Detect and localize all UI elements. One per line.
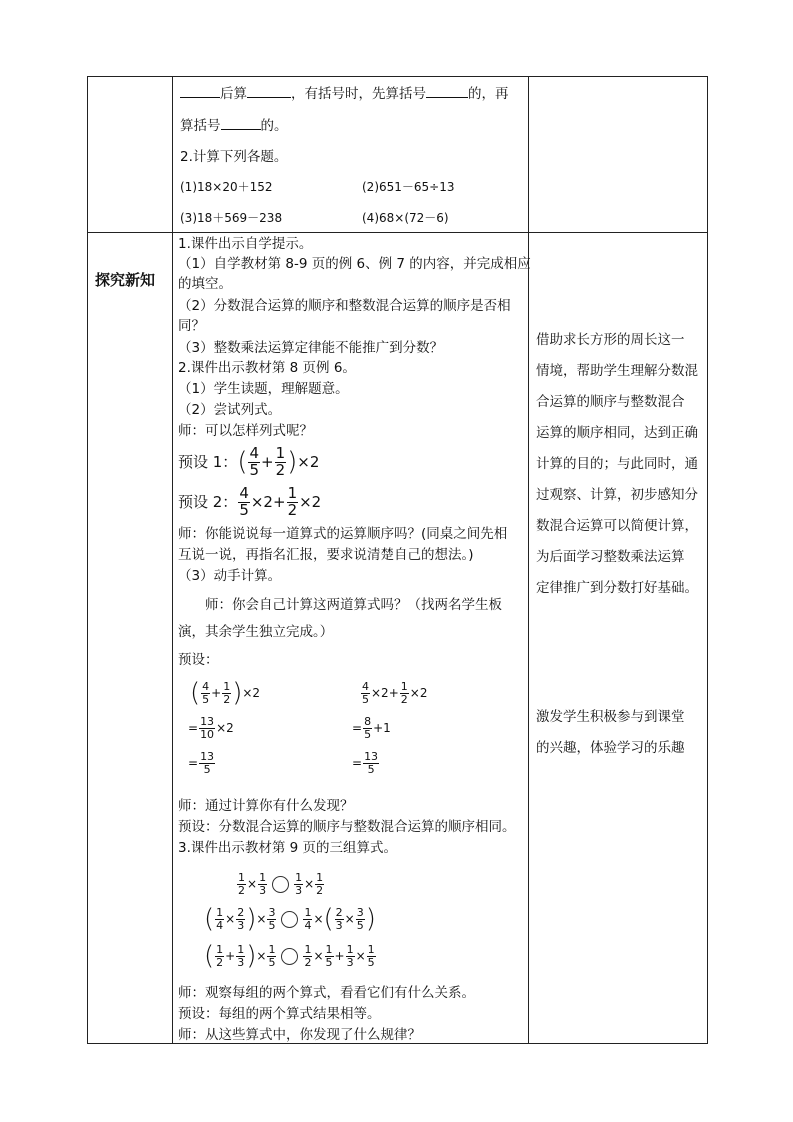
side-note-line: 合运算的顺序与整数混合	[536, 394, 685, 410]
compare-group-1	[236, 872, 325, 896]
fraction	[346, 944, 355, 968]
fraction	[287, 486, 299, 519]
side-note-1	[536, 325, 708, 604]
text: ，有括号时，先算括号	[291, 86, 426, 102]
denominator: 5	[249, 460, 260, 479]
numerator: 1	[346, 943, 354, 956]
text: 后算	[220, 86, 247, 102]
numerator: 1	[237, 943, 245, 956]
side-note-2	[536, 702, 708, 764]
operator: +	[388, 686, 399, 701]
operator: +	[261, 453, 274, 472]
preset-2-expression	[178, 486, 321, 519]
operator: +	[211, 686, 222, 701]
blank	[221, 117, 261, 130]
denominator: 5	[367, 762, 375, 776]
compare-circle	[281, 948, 298, 965]
text: 的。	[260, 118, 288, 134]
fraction	[363, 751, 379, 775]
denominator: 2	[304, 955, 312, 969]
operator: ×	[225, 912, 236, 927]
numerator: 8	[364, 715, 372, 728]
numerator: 13	[200, 715, 215, 728]
side-note-line: 为后面学习整数乘法运算	[536, 549, 685, 565]
numerator: 1	[304, 943, 312, 956]
fraction	[356, 907, 365, 931]
denominator: 5	[362, 692, 369, 706]
calc-right-step-2	[352, 716, 391, 740]
text-line: 预设：	[178, 652, 219, 668]
denominator: 4	[216, 918, 224, 932]
compare-circle	[272, 876, 289, 893]
table-bottom-border	[87, 1043, 708, 1044]
denominator: 2	[287, 500, 298, 519]
numerator: 1	[216, 906, 224, 919]
fraction	[275, 446, 287, 479]
numerator: 3	[356, 906, 364, 919]
numerator: 1	[223, 680, 231, 693]
numerator: 1	[216, 943, 224, 956]
fraction	[215, 944, 224, 968]
numerator: 1	[275, 444, 286, 462]
paren: )	[246, 941, 257, 972]
text-line: 师：从这些算式中，你发现了什么规律？	[178, 1027, 421, 1043]
denominator: 3	[346, 955, 354, 969]
fraction	[248, 446, 260, 479]
denominator: 2	[275, 460, 286, 479]
denominator: 2	[316, 883, 324, 897]
numerator: 2	[237, 906, 245, 919]
operator: +	[272, 493, 286, 512]
numerator: 3	[268, 906, 276, 919]
numerator: 4	[362, 680, 369, 693]
text-line: （1）学生读题，理解题意。	[178, 381, 349, 397]
operator: +	[334, 949, 345, 964]
compare-group-3	[204, 941, 377, 972]
denominator: 5	[203, 762, 211, 776]
operator: ×2	[242, 686, 261, 701]
numerator: 4	[249, 444, 260, 462]
fraction	[363, 716, 372, 740]
paren: (	[204, 941, 215, 972]
denominator: 5	[268, 955, 276, 969]
numerator: 2	[335, 906, 343, 919]
operator: ×2	[371, 686, 389, 701]
text-line: （2）尝试列式。	[178, 402, 282, 418]
denominator: 2	[216, 955, 224, 969]
text-line: 师：可以怎样列式呢？	[178, 423, 313, 439]
operator: ×	[247, 877, 258, 892]
calc-left-step-3	[188, 751, 216, 775]
row-divider	[87, 232, 708, 233]
fraction	[215, 907, 224, 931]
denominator: 3	[295, 883, 303, 897]
compare-group-2	[204, 904, 376, 935]
side-note-line: 的兴趣，体验学习的乐趣	[536, 740, 685, 756]
text-line: 演，其余学生独立完成。）	[178, 624, 334, 640]
side-note-line: 计算的目的；与此同时，通	[536, 456, 698, 472]
text-line: 预设：分数混合运算的顺序与整数混合运算的顺序相同。	[178, 819, 516, 835]
denominator: 5	[268, 918, 276, 932]
blank	[247, 85, 291, 98]
numerator: 13	[200, 750, 215, 763]
numerator: 1	[259, 871, 267, 884]
fraction	[303, 907, 312, 931]
numerator: 1	[304, 906, 312, 919]
calc-right-step-1	[360, 681, 427, 705]
problem-3: (3)18＋569－238	[180, 211, 283, 225]
fraction	[294, 872, 303, 896]
side-note-line: 运算的顺序相同，达到正确	[536, 425, 698, 441]
numerator: 4	[202, 680, 210, 693]
column-divider-1	[172, 76, 173, 1044]
blank	[180, 85, 220, 98]
fill-blank-line-2	[180, 117, 288, 134]
operator: ×2	[216, 721, 234, 736]
fraction	[258, 872, 267, 896]
numerator: 1	[295, 871, 303, 884]
numerator: 4	[239, 484, 249, 502]
fraction	[367, 944, 376, 968]
fraction	[201, 681, 210, 705]
denominator: 5	[202, 692, 210, 706]
text-line: 师：通过计算你有什么发现？	[178, 798, 354, 814]
blank	[426, 85, 468, 98]
text-line: 1.课件出示自学提示。	[178, 236, 313, 252]
fraction	[361, 681, 370, 705]
text-line: 2.课件出示教材第 8 页例 6。	[178, 360, 356, 376]
operator: =	[352, 756, 363, 771]
problem-1: (1)18×20＋152	[180, 180, 273, 194]
text: 算括号	[180, 118, 221, 134]
calc-right-step-3	[352, 751, 380, 775]
fraction	[199, 716, 215, 740]
paren: (	[204, 904, 215, 935]
table-left-border	[87, 76, 88, 1044]
operator: ×2	[299, 493, 322, 512]
denominator: 10	[200, 727, 215, 741]
paren: )	[365, 904, 376, 935]
paren: )	[232, 678, 243, 709]
paren: (	[323, 904, 334, 935]
calc-left-step-2	[188, 716, 234, 740]
operator: ×	[313, 949, 324, 964]
fraction	[335, 907, 344, 931]
fill-blank-line-1	[180, 85, 509, 102]
text-line: （3）动手计算。	[178, 568, 282, 584]
side-note-line: 情境，帮助学生理解分数混	[536, 363, 698, 379]
numerator: 1	[316, 871, 324, 884]
fraction	[236, 907, 245, 931]
text-line: （1）自学教材第 8-9 页的例 6、例 7 的内容，并完成相应	[178, 256, 531, 272]
section-heading: 探究新知	[95, 271, 156, 289]
text-line: 3.课件出示教材第 9 页的三组算式。	[178, 840, 398, 856]
label: 预设 1：	[178, 453, 238, 472]
denominator: 3	[335, 918, 343, 932]
paren: (	[190, 678, 201, 709]
operator: ×	[355, 949, 366, 964]
numerator: 13	[364, 750, 379, 763]
operator: =	[188, 756, 199, 771]
paren: )	[246, 904, 257, 935]
denominator: 5	[364, 727, 372, 741]
denominator: 2	[238, 883, 245, 897]
operator: ×2	[409, 686, 428, 701]
numerator: 1	[287, 484, 298, 502]
operator: +1	[373, 721, 391, 736]
fraction	[267, 907, 276, 931]
fraction	[303, 944, 312, 968]
text-line: 师：观察每组的两个算式，看看它们有什么关系。	[178, 985, 475, 1001]
fraction	[237, 872, 246, 896]
text-line: 预设：每组的两个算式结果相等。	[178, 1006, 381, 1022]
fraction	[236, 944, 245, 968]
operator: ×	[256, 912, 267, 927]
text-line: 师：你会自己计算这两道算式吗？（找两名学生板	[205, 597, 502, 613]
text-line: 同？	[178, 318, 205, 334]
denominator: 5	[325, 955, 333, 969]
operator: ×	[304, 877, 315, 892]
numerator: 1	[367, 943, 375, 956]
label: 预设 2：	[178, 493, 238, 512]
text-line: 师：你能说说每一道算式的运算顺序吗？(同桌之间先相	[178, 526, 508, 542]
denominator: 2	[400, 692, 408, 706]
operator: ×	[313, 912, 324, 927]
denominator: 3	[237, 918, 245, 932]
table-top-border	[87, 76, 708, 77]
operator: ×2	[250, 493, 273, 512]
numerator: 1	[238, 871, 245, 884]
denominator: 2	[223, 692, 231, 706]
fraction	[238, 486, 250, 519]
task-2-title: 2.计算下列各题。	[180, 149, 288, 165]
operator: =	[352, 721, 363, 736]
preset-1-expression	[178, 446, 319, 479]
side-note-line: 借助求长方形的周长这一	[536, 332, 685, 348]
numerator: 1	[268, 943, 276, 956]
paren: (	[237, 447, 248, 478]
problem-2: (2)651－65÷13	[362, 180, 455, 194]
text-line: （2）分数混合运算的顺序和整数混合运算的顺序是否相	[178, 298, 511, 314]
problem-4: (4)68×(72－6)	[362, 211, 449, 225]
side-note-line: 定律推广到分数打好基础。	[536, 580, 698, 596]
fraction	[315, 872, 324, 896]
denominator: 3	[259, 883, 267, 897]
operator: ×	[256, 949, 267, 964]
operator: ×2	[297, 453, 320, 472]
paren: )	[287, 447, 298, 478]
fraction	[267, 944, 276, 968]
side-note-line: 数混合运算可以简便计算，	[536, 518, 698, 534]
denominator: 4	[304, 918, 312, 932]
fraction	[400, 681, 409, 705]
text-line: 的填空。	[178, 276, 232, 292]
text-line: 互说一说，再指名汇报，要求说清楚自己的想法。)	[178, 547, 474, 563]
fraction	[199, 751, 215, 775]
numerator: 1	[325, 943, 333, 956]
text-line: （3）整数乘法运算定律能不能推广到分数？	[178, 340, 444, 356]
side-note-line: 过观察、计算，初步感知分	[536, 487, 698, 503]
denominator: 3	[237, 955, 245, 969]
column-divider-2	[528, 76, 529, 1044]
denominator: 5	[367, 955, 375, 969]
fraction	[325, 944, 334, 968]
calc-left-step-1	[190, 678, 261, 709]
operator: =	[188, 721, 199, 736]
text: 的，再	[468, 86, 509, 102]
fraction	[222, 681, 231, 705]
numerator: 1	[400, 680, 408, 693]
side-note-line: 激发学生积极参与到课堂	[536, 709, 685, 725]
operator: ×	[344, 912, 355, 927]
denominator: 5	[356, 918, 364, 932]
compare-circle	[281, 911, 298, 928]
denominator: 5	[239, 500, 249, 519]
operator: +	[225, 949, 236, 964]
